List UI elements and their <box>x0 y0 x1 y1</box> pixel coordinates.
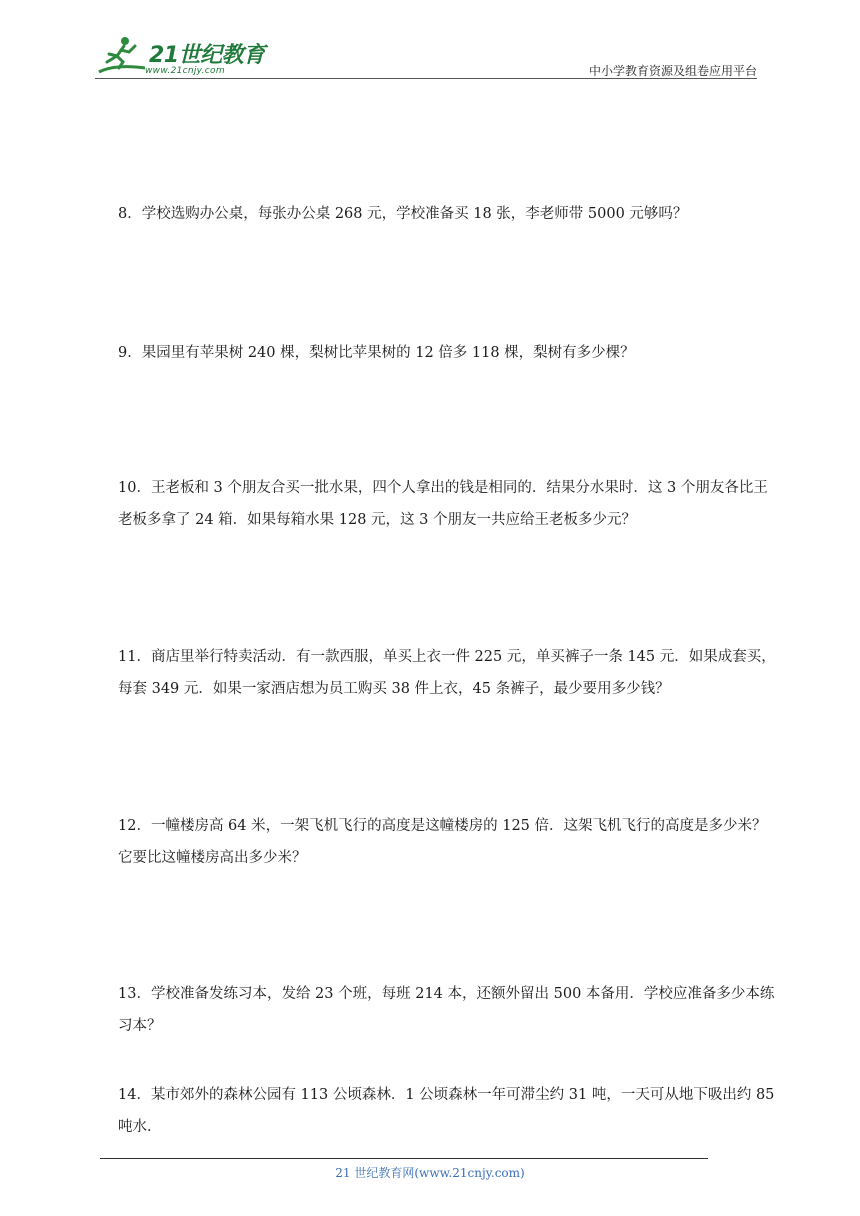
question-line: 它要比这幢楼房高出多少米？ <box>118 850 307 866</box>
question-line: 13．学校准备发练习本，发给 23 个班，每班 214 本，还额外留出 500 本备用．学校应准备多少本练 <box>118 986 775 1002</box>
question-10 <box>118 472 778 536</box>
question-13 <box>118 978 778 1042</box>
site-logo <box>95 34 265 78</box>
question-line: 11．商店里举行特卖活动．有一款西服，单买上衣一件 225 元，单买裤子一条 145 元．如果成套买， <box>118 649 776 665</box>
question-9 <box>118 337 778 369</box>
question-12 <box>118 810 778 874</box>
question-line: 老板多拿了 24 箱．如果每箱水果 128 元，这 3 个朋友一共应给王老板多少元？ <box>118 512 637 528</box>
runner-logo-icon <box>95 34 151 78</box>
page-header <box>95 30 757 80</box>
question-14 <box>118 1079 778 1143</box>
footer-divider <box>100 1158 708 1159</box>
platform-title: 中小学教育资源及组卷应用平台 <box>588 64 757 78</box>
question-line: 每套 349 元．如果一家酒店想为员工购买 38 件上衣，45 条裤子，最少要用多少钱？ <box>118 681 670 697</box>
logo-text: 21世纪教育 <box>149 43 265 68</box>
question-line: 14．某市郊外的森林公园有 113 公顷森林．1 公顷森林一年可滞尘约 31 吨，一天可从地下吸出约 85 <box>118 1087 775 1103</box>
logo-url: www.21cnjy.com <box>145 66 225 76</box>
question-line: 12．一幢楼房高 64 米，一架飞机飞行的高度是这幢楼房的 125 倍．这架飞机飞行的高度是多少米？ <box>118 818 767 834</box>
question-line: 8．学校选购办公桌，每张办公桌 268 元，学校准备买 18 张，李老师带 5000 元够吗？ <box>118 206 688 222</box>
question-8 <box>118 198 778 230</box>
question-line: 9．果园里有苹果树 240 棵，梨树比苹果树的 12 倍多 118 棵，梨树有多少棵？ <box>118 345 635 361</box>
question-line: 习本？ <box>118 1018 162 1034</box>
footer-link[interactable]: 21 世纪教育网(www.21cnjy.com) <box>335 1166 525 1180</box>
question-line: 吨水． <box>118 1119 162 1135</box>
question-line: 10．王老板和 3 个朋友合买一批水果，四个人拿出的钱是相同的．结果分水果时．这 3 个朋友各比王 <box>118 480 768 496</box>
question-11 <box>118 641 778 705</box>
header-divider <box>95 78 757 79</box>
